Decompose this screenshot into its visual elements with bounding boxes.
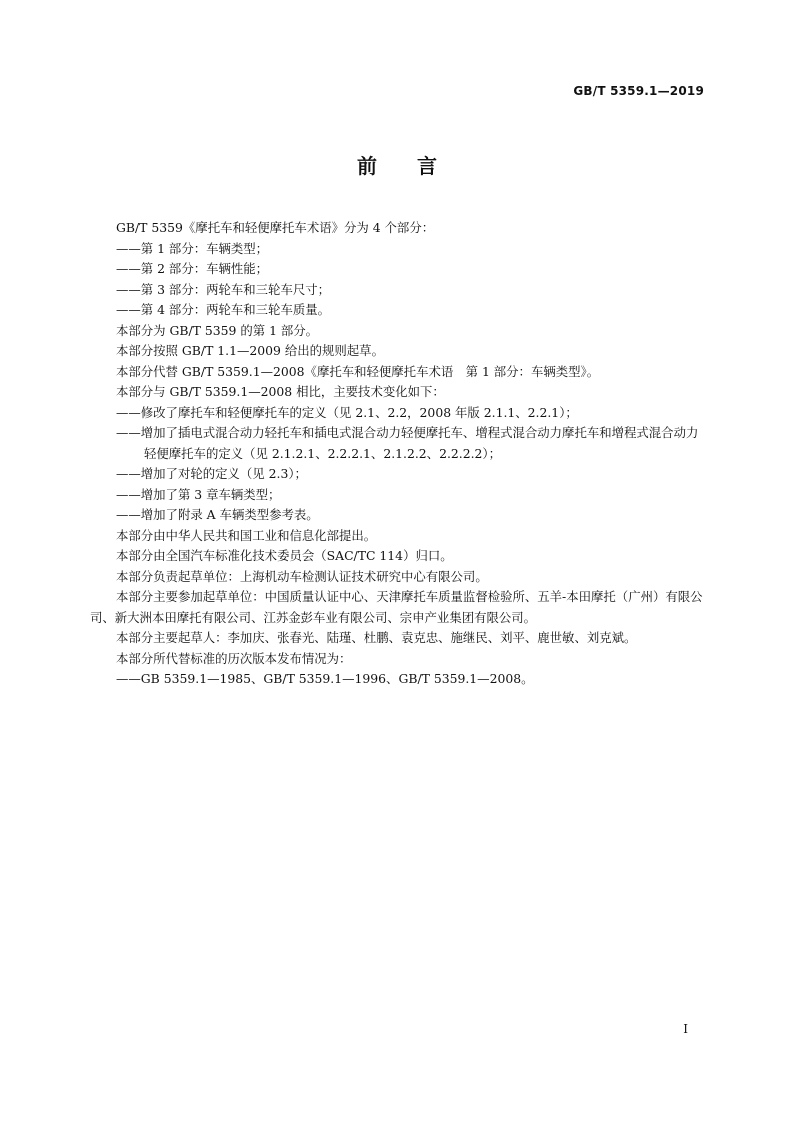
paragraph: 本部分按照 GB/T 1.1—2009 给出的规则起草。	[116, 343, 384, 358]
title-char-2: 言	[417, 154, 437, 178]
page-title	[0, 150, 794, 179]
list-item: ——第 2 部分：车辆性能；	[116, 261, 269, 276]
list-item: ——增加了插电式混合动力轻托车和插电式混合动力轻便摩托车、增程式混合动力摩托车和增程式混合动力轻便摩托车的定义（见 2.1.2.1、2.2.2.1、2.1.2.2、2.2.2.2）；	[116, 425, 699, 461]
list-item: ——第 1 部分：车辆类型；	[116, 240, 269, 256]
paragraph: 本部分主要参加起草单位：中国质量认证中心、天津摩托车质量监督检验所、五羊-本田摩托（广州）有限公司、新大洲本田摩托有限公司、江苏金彭车业有限公司、宗申产业集团有限公司。	[90, 589, 703, 625]
paragraph: 本部分与 GB/T 5359.1—2008 相比，主要技术变化如下：	[116, 384, 445, 399]
list-item: ——增加了第 3 章车辆类型；	[116, 486, 281, 502]
paragraph: 本部分负责起草单位：上海机动车检测认证技术研究中心有限公司。	[116, 568, 488, 584]
list-item: ——修改了摩托车和轻便摩托车的定义（见 2.1、2.2，2008 年版 2.1.1、2.2.1）；	[116, 404, 578, 420]
standard-code: GB/T 5359.1—2019	[573, 84, 704, 98]
page-number: I	[683, 1022, 688, 1036]
foreword-body	[90, 218, 706, 690]
list-item: ——GB 5359.1—1985、GB/T 5359.1—1996、GB/T 5359.1—2008。	[116, 671, 534, 686]
paragraph: 本部分由全国汽车标准化技术委员会（SAC/TC 114）归口。	[116, 548, 453, 563]
list-item: ——第 3 部分：两轮车和三轮车尺寸；	[116, 281, 331, 297]
paragraph: GB/T 5359《摩托车和轻便摩托车术语》分为 4 个部分：	[116, 220, 435, 235]
paragraph: 本部分由中华人民共和国工业和信息化部提出。	[116, 527, 377, 543]
list-item: ——增加了对轮的定义（见 2.3）；	[116, 466, 307, 481]
list-item: ——第 4 部分：两轮车和三轮车质量。	[116, 302, 331, 317]
title-char-1: 前	[357, 154, 377, 178]
paragraph: 本部分主要起草人：李加庆、张春光、陆瑾、杜鹏、袁克忠、施继民、刘平、鹿世敏、刘克斌。	[116, 630, 637, 645]
paragraph: 本部分所代替标准的历次版本发布情况为：	[116, 650, 352, 666]
list-item: ——增加了附录 A 车辆类型参考表。	[116, 507, 319, 522]
paragraph: 本部分代替 GB/T 5359.1—2008《摩托车和轻便摩托车术语 第 1 部分：车辆类型》。	[116, 363, 600, 379]
paragraph: 本部分为 GB/T 5359 的第 1 部分。	[116, 322, 319, 338]
